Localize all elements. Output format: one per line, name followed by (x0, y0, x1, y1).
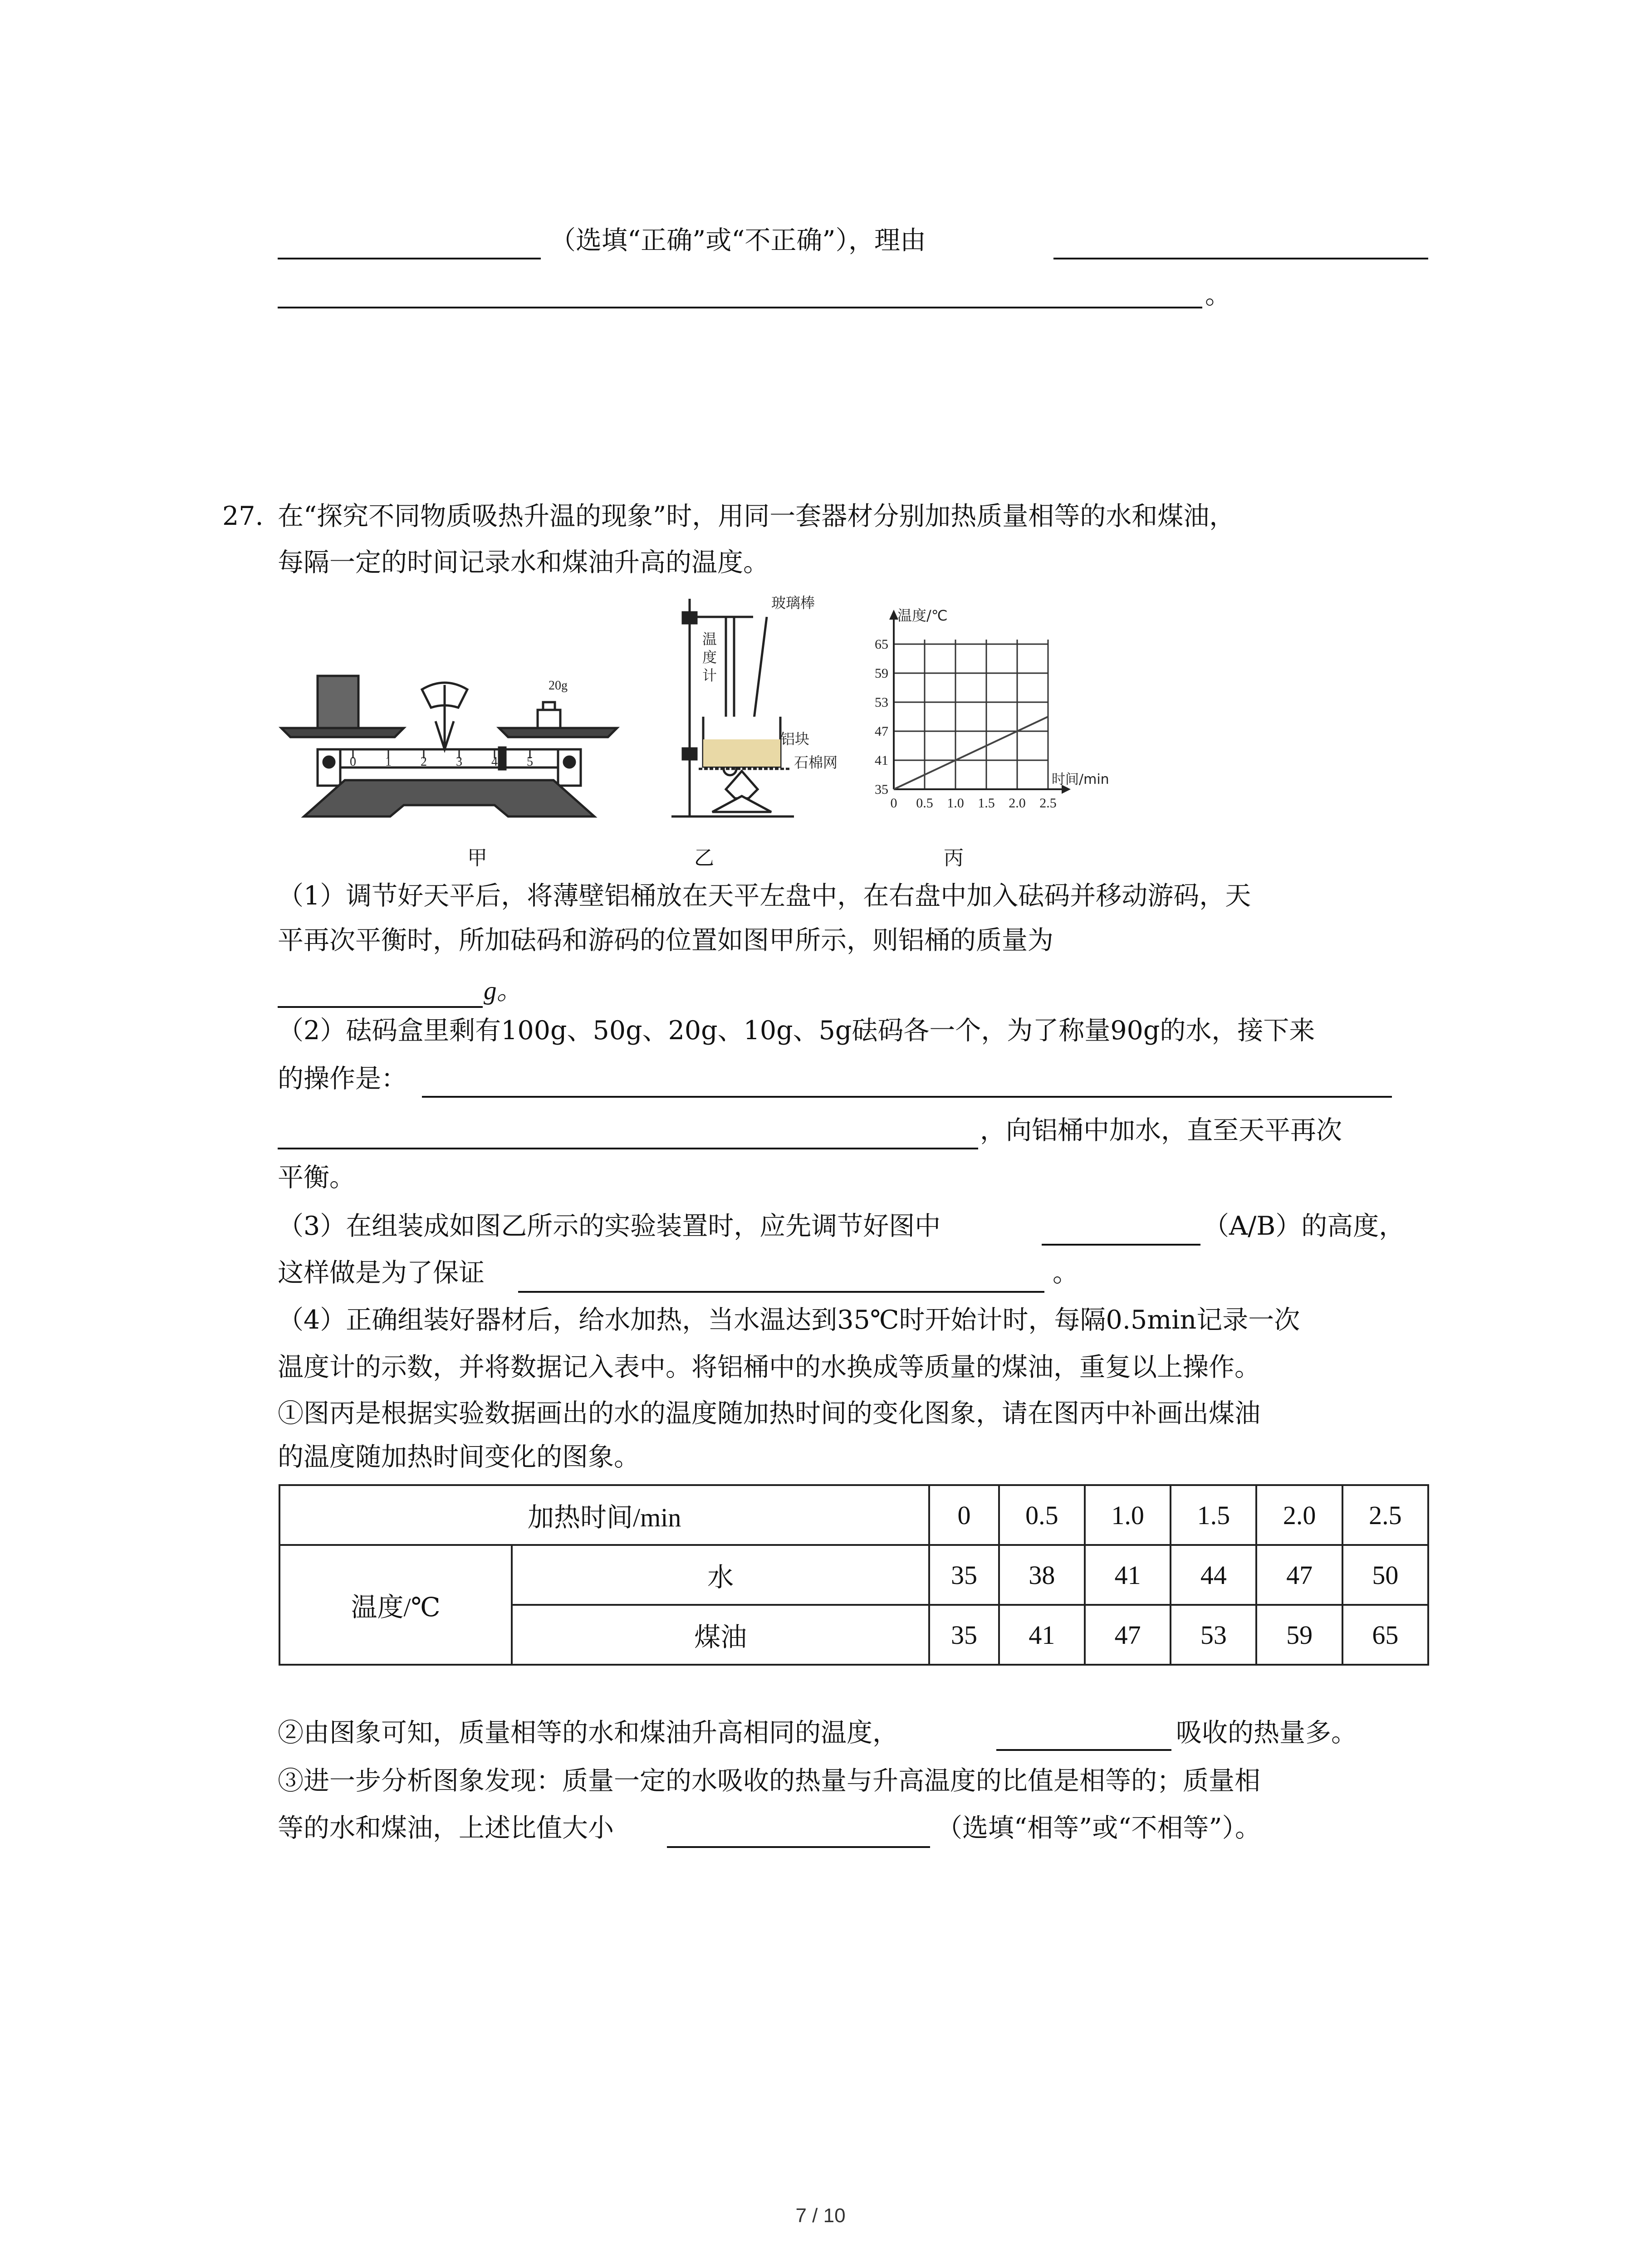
page-number: 7 / 10 (795, 2204, 846, 2227)
table-cell: 2.0 (1256, 1485, 1342, 1545)
x-axis-label: 时间/min (1052, 772, 1109, 787)
table-cell: 65 (1342, 1605, 1428, 1665)
question-text: ②由图象可知，质量相等的水和煤油升高相同的温度， (278, 1718, 898, 1748)
table-cell: 50 (1342, 1545, 1428, 1605)
question-number: 27. (222, 501, 264, 531)
answer-blank[interactable] (278, 307, 1202, 308)
temperature-chart (853, 603, 1143, 816)
table-cell: 38 (999, 1545, 1085, 1605)
table-cell: 59 (1256, 1605, 1342, 1665)
table-cell: 1.5 (1171, 1485, 1256, 1545)
x-tick-label: 2.5 (1039, 796, 1057, 811)
question-text: （3）在组装成如图乙所示的实验装置时，应先调节好图中 (278, 1211, 941, 1241)
question-text: 这样做是为了保证 (278, 1258, 485, 1288)
answer-blank[interactable] (518, 1291, 1044, 1293)
table-cell: 0.5 (999, 1485, 1085, 1545)
table-cell: 0 (929, 1485, 999, 1545)
table-cell: 35 (929, 1545, 999, 1605)
answer-blank[interactable] (278, 1006, 483, 1008)
y-tick-label: 35 (875, 782, 888, 797)
question-text: ③进一步分析图象发现：质量一定的水吸收的热量与升高温度的比值是相等的；质量相 (278, 1766, 1260, 1796)
y-tick-label: 41 (875, 753, 888, 768)
answer-blank[interactable] (1042, 1244, 1200, 1246)
table-cell: 47 (1256, 1545, 1342, 1605)
question-text: 的温度随加热时间变化的图象。 (278, 1442, 640, 1472)
figure-caption: 甲 (467, 846, 487, 870)
question-text: 的操作是： (278, 1064, 407, 1094)
data-table (279, 1484, 1429, 1666)
ruler-tick: 3 (456, 755, 462, 769)
asbestos-label: 石棉网 (794, 754, 838, 771)
answer-blank[interactable] (278, 1148, 978, 1149)
ruler-tick: 2 (421, 755, 427, 769)
table-row (279, 1545, 1428, 1605)
question-text: （4）正确组装好器材后，给水加热，当水温达到35℃时开始计时，每隔0.5min记录一次 (278, 1305, 1300, 1335)
table-cell: 53 (1171, 1605, 1256, 1665)
question-text: 在“探究不同物质吸热升温的现象”时，用同一套器材分别加热质量相等的水和煤油， (278, 501, 1235, 531)
answer-blank[interactable] (278, 258, 541, 259)
x-tick-label: 0 (890, 796, 897, 811)
question-text: 温度计的示数，并将数据记入表中。将铝桶中的水换成等质量的煤油，重复以上操作。 (278, 1352, 1260, 1382)
question-text: 每隔一定的时间记录水和煤油升高的温度。 (278, 547, 769, 577)
apparatus-figure (658, 590, 848, 826)
figure-caption: 丙 (944, 846, 964, 870)
x-tick-label: 0.5 (916, 796, 933, 811)
question-text: 。 (1053, 1258, 1078, 1288)
y-axis-label: 温度/℃ (897, 607, 948, 624)
question-text: 平再次平衡时，所加砝码和游码的位置如图甲所示，则铝桶的质量为 (278, 925, 1053, 955)
x-tick-label: 1.5 (978, 796, 995, 811)
y-axis-arrow (889, 610, 898, 620)
thermometer-label-3: 计 (702, 667, 717, 684)
row-label: 煤油 (512, 1605, 929, 1665)
answer-blank[interactable] (422, 1096, 1392, 1098)
water-series-line (894, 717, 1048, 789)
x-tick-label: 1.0 (947, 796, 964, 811)
y-tick-label: 59 (875, 666, 888, 681)
ruler-tick: 4 (491, 755, 498, 769)
answer-blank[interactable] (1053, 258, 1428, 259)
balance-figure (272, 631, 631, 839)
table-cell: 2.5 (1342, 1485, 1428, 1545)
figure-caption: 乙 (694, 846, 714, 870)
table-cell: 41 (999, 1605, 1085, 1665)
x-tick-label: 2.0 (1009, 796, 1026, 811)
ruler-tick: 5 (527, 755, 533, 769)
table-row (279, 1485, 1428, 1545)
question-text: （选填“正确”或“不正确”），理由 (550, 225, 926, 255)
question-text: （A/B）的高度， (1203, 1211, 1405, 1241)
question-text: ，向铝桶中加水，直至天平再次 (980, 1115, 1342, 1145)
row-label: 水 (512, 1545, 929, 1605)
table-header: 加热时间/min (279, 1485, 929, 1545)
y-tick-label: 53 (875, 695, 888, 710)
glass-rod-label: 玻璃棒 (771, 594, 815, 611)
question-text: ①图丙是根据实验数据画出的水的温度随加热时间的变化图象，请在图丙中补画出煤油 (278, 1398, 1260, 1428)
question-text: 等的水和煤油，上述比值大小 (278, 1813, 614, 1843)
weight-label: 20g (549, 679, 568, 693)
table-cell: 44 (1171, 1545, 1256, 1605)
table-cell: 1.0 (1085, 1485, 1171, 1545)
aluminum-label: 铝块 (780, 730, 810, 748)
question-text: （2）砝码盒里剩有100g、50g、20g、10g、5g砝码各一个，为了称量90g的水，接下来 (278, 1016, 1315, 1046)
question-text: 吸收的热量多。 (1176, 1718, 1357, 1748)
question-text: （1）调节好天平后，将薄壁铝桶放在天平左盘中，在右盘中加入砝码并移动游码，天 (278, 881, 1251, 911)
y-tick-label: 47 (875, 724, 888, 739)
table-cell: 47 (1085, 1605, 1171, 1665)
table-header: 温度/℃ (279, 1545, 512, 1665)
ruler-tick: 1 (385, 755, 392, 769)
question-text: 平衡。 (278, 1163, 355, 1193)
thermometer-label-2: 度 (702, 649, 717, 666)
answer-blank[interactable] (996, 1749, 1171, 1751)
y-tick-label: 65 (875, 637, 888, 652)
table-cell: 41 (1085, 1545, 1171, 1605)
unit-label: g。 (484, 977, 523, 1005)
question-text: 。 (1205, 280, 1231, 310)
table-cell: 35 (929, 1605, 999, 1665)
thermometer-label-1: 温 (702, 631, 717, 648)
question-text: （选填“相等”或“不相等”）。 (936, 1813, 1261, 1843)
answer-blank[interactable] (667, 1846, 930, 1848)
ruler-tick: 0 (350, 755, 356, 769)
